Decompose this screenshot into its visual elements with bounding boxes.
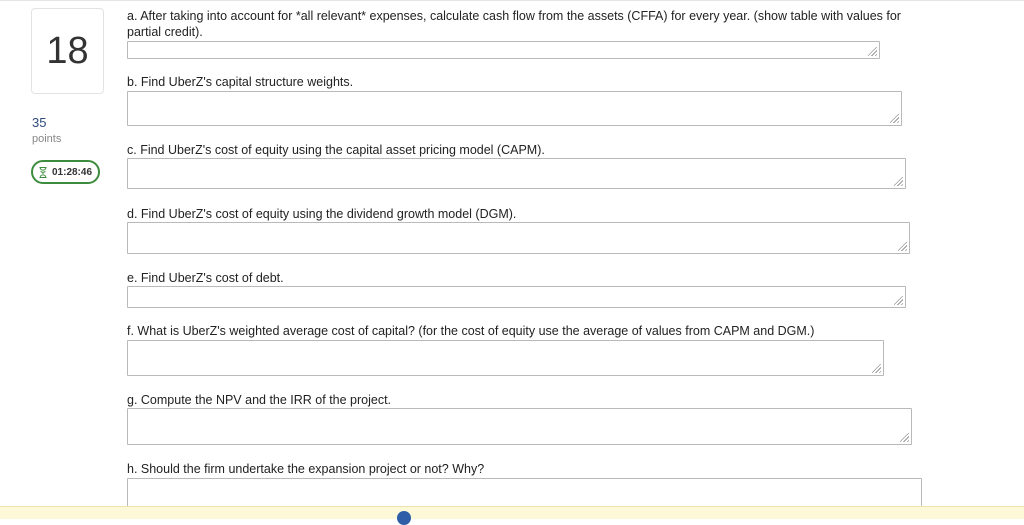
part-h-prompt: h. Should the firm undertake the expansion project or not? Why? <box>127 462 485 476</box>
part-d-prompt: d. Find UberZ's cost of equity using the dividend growth model (DGM). <box>127 207 517 221</box>
part-a-prompt: a. After taking into account for *all relevant* expenses, calculate cash flow from the assets (CFFA) for every year. (show table with values for partial credit). <box>127 9 901 39</box>
points-label: points <box>32 133 62 145</box>
resize-handle[interactable] <box>890 114 899 123</box>
resize-handle[interactable] <box>894 177 903 186</box>
resize-handle[interactable] <box>898 242 907 251</box>
part-c-prompt: c. Find UberZ's cost of equity using the capital asset pricing model (CAPM). <box>127 143 545 157</box>
part-e-answer-field[interactable] <box>127 286 906 308</box>
part-c-answer-field[interactable] <box>127 158 906 189</box>
part-b-prompt: b. Find UberZ's capital structure weights. <box>127 75 354 89</box>
top-divider <box>0 0 1024 1</box>
timer-value: 01:28:46 <box>51 166 93 178</box>
part-g-answer-field[interactable] <box>127 408 912 445</box>
part-b-answer-field[interactable] <box>127 91 902 126</box>
notice-bar <box>0 506 1024 519</box>
part-a-answer-field[interactable] <box>127 41 880 59</box>
info-icon[interactable] <box>397 511 411 525</box>
part-g-prompt: g. Compute the NPV and the IRR of the project. <box>127 393 392 407</box>
hourglass-icon <box>39 167 47 178</box>
resize-handle[interactable] <box>868 47 877 56</box>
timer[interactable] <box>31 160 100 184</box>
resize-handle[interactable] <box>872 364 881 373</box>
points-value: 35 <box>32 115 47 130</box>
question-number: 18 <box>31 8 104 94</box>
part-f-answer-field[interactable] <box>127 340 884 376</box>
resize-handle[interactable] <box>900 433 909 442</box>
points-block <box>32 115 61 146</box>
part-d-answer-field[interactable] <box>127 222 910 254</box>
part-e-prompt: e. Find UberZ's cost of debt. <box>127 271 284 285</box>
resize-handle[interactable] <box>894 296 903 305</box>
part-f-prompt: f. What is UberZ's weighted average cost of capital? (for the cost of equity use the average of values from CAPM and DGM.) <box>127 324 815 338</box>
